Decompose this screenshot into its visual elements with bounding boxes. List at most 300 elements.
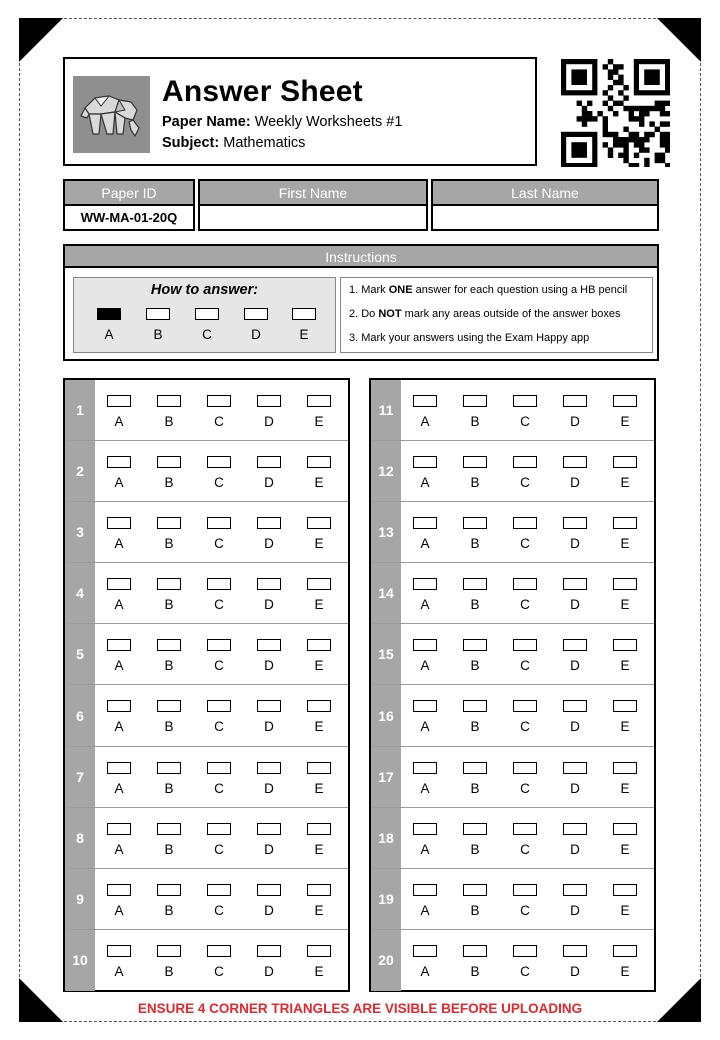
- page-title: Answer Sheet: [162, 75, 363, 108]
- answer-bubble[interactable]: [307, 945, 331, 957]
- question-number: 12: [371, 441, 401, 501]
- answer-option-label: B: [164, 536, 174, 552]
- answer-option-b: [157, 639, 181, 673]
- qr-code: [558, 57, 670, 167]
- answer-bubble[interactable]: [563, 945, 587, 957]
- answer-bubble[interactable]: [257, 639, 281, 651]
- answer-bubble[interactable]: [107, 762, 131, 774]
- answer-option-b: [463, 762, 487, 796]
- answer-option-label: B: [470, 963, 480, 979]
- answer-bubble[interactable]: [413, 578, 437, 590]
- answer-option-a: [107, 762, 131, 796]
- answer-bubble[interactable]: [513, 700, 537, 712]
- answer-bubble[interactable]: [463, 700, 487, 712]
- answer-option-e: [307, 700, 331, 734]
- answer-bubble[interactable]: [307, 884, 331, 896]
- answer-bubble[interactable]: [207, 456, 231, 468]
- answer-bubble[interactable]: [413, 456, 437, 468]
- answer-bubble[interactable]: [107, 517, 131, 529]
- question-row: [65, 685, 348, 746]
- answer-bubble[interactable]: [157, 945, 181, 957]
- question-number: 6: [65, 685, 95, 745]
- answer-option-label: D: [570, 658, 580, 674]
- answer-bubble[interactable]: [563, 578, 587, 590]
- answer-option-label: A: [420, 780, 430, 796]
- answer-option-c: [207, 578, 231, 612]
- answer-option-label: E: [620, 780, 630, 796]
- answer-option-label: B: [164, 597, 174, 613]
- answer-bubble[interactable]: [613, 517, 637, 529]
- answer-option-label: A: [114, 475, 124, 491]
- answer-option-label: C: [520, 780, 530, 796]
- question-row: [65, 380, 348, 441]
- answer-option-label: B: [164, 475, 174, 491]
- answer-bubble[interactable]: [207, 517, 231, 529]
- answer-bubble[interactable]: [513, 639, 537, 651]
- answer-bubble[interactable]: [513, 823, 537, 835]
- answer-option-c: [207, 639, 231, 673]
- answer-option-c: [207, 884, 231, 918]
- answer-bubble[interactable]: [613, 456, 637, 468]
- answer-bubble[interactable]: [257, 945, 281, 957]
- question-number: 7: [65, 747, 95, 807]
- answer-option-e: [307, 578, 331, 612]
- answer-bubble[interactable]: [257, 578, 281, 590]
- answer-option-d: [257, 395, 281, 429]
- answer-bubble[interactable]: [563, 639, 587, 651]
- answer-option-d: [563, 578, 587, 612]
- answer-option-label: C: [520, 719, 530, 735]
- answer-bubble[interactable]: [463, 762, 487, 774]
- answer-bubble[interactable]: [307, 700, 331, 712]
- answer-bubble[interactable]: [257, 762, 281, 774]
- answer-bubble[interactable]: [613, 823, 637, 835]
- question-number: 13: [371, 502, 401, 562]
- answer-bubble[interactable]: [207, 700, 231, 712]
- question-number: 1: [65, 380, 95, 440]
- answer-bubble[interactable]: [107, 884, 131, 896]
- question-row: [371, 685, 654, 746]
- answer-option-label: A: [114, 963, 124, 979]
- answer-option-e: [307, 456, 331, 490]
- answer-bubble[interactable]: [463, 578, 487, 590]
- instructions-panel: [63, 244, 659, 361]
- answer-option-b: [157, 700, 181, 734]
- answer-option-a: [413, 945, 437, 979]
- question-row: [371, 624, 654, 685]
- answer-bubble[interactable]: [563, 884, 587, 896]
- answer-bubble[interactable]: [207, 639, 231, 651]
- question-number: 18: [371, 808, 401, 868]
- answer-bubble[interactable]: [107, 578, 131, 590]
- answer-option-label: A: [420, 475, 430, 491]
- question-row: [371, 502, 654, 563]
- answer-option-label: D: [264, 963, 274, 979]
- answer-bubble[interactable]: [207, 823, 231, 835]
- answer-option-label: C: [214, 719, 224, 735]
- answer-option-b: [157, 456, 181, 490]
- question-number: 17: [371, 747, 401, 807]
- answer-bubble[interactable]: [307, 456, 331, 468]
- example-option-label: A: [104, 327, 114, 342]
- answer-option-b: [463, 395, 487, 429]
- answer-bubble[interactable]: [463, 823, 487, 835]
- answer-option-label: E: [314, 414, 324, 429]
- answer-bubble[interactable]: [307, 517, 331, 529]
- answer-bubble[interactable]: [463, 945, 487, 957]
- answer-bubble[interactable]: [157, 762, 181, 774]
- answer-option-label: C: [214, 841, 224, 857]
- answer-option-b: [157, 395, 181, 429]
- answer-option-b: [463, 884, 487, 918]
- answer-option-label: E: [314, 902, 324, 918]
- answer-option-label: B: [470, 841, 480, 857]
- answer-option-label: A: [114, 719, 124, 735]
- subject-label: Subject:: [162, 135, 220, 151]
- answer-bubble[interactable]: [157, 456, 181, 468]
- answer-bubble[interactable]: [157, 884, 181, 896]
- answer-option-label: C: [520, 536, 530, 552]
- question-row: [371, 747, 654, 808]
- answer-option-d: [257, 762, 281, 796]
- answer-bubble[interactable]: [107, 700, 131, 712]
- answer-option-label: D: [570, 719, 580, 735]
- answer-option-d: [563, 395, 587, 429]
- answer-option-c: [513, 823, 537, 857]
- question-row: [65, 563, 348, 624]
- answer-option-e: [613, 517, 637, 551]
- example-option-c: [195, 308, 219, 342]
- answer-option-a: [413, 823, 437, 857]
- answer-bubble[interactable]: [257, 884, 281, 896]
- question-row: [371, 563, 654, 624]
- answer-option-c: [513, 945, 537, 979]
- answer-option-label: C: [520, 658, 530, 674]
- answer-bubble[interactable]: [107, 639, 131, 651]
- answer-option-b: [157, 945, 181, 979]
- answer-bubble[interactable]: [513, 762, 537, 774]
- answer-option-label: A: [114, 536, 124, 552]
- question-number: 10: [65, 930, 95, 991]
- answer-bubble[interactable]: [257, 395, 281, 407]
- answer-option-label: A: [114, 841, 124, 857]
- answer-option-label: D: [570, 536, 580, 552]
- answer-bubble[interactable]: [307, 578, 331, 590]
- answer-option-d: [257, 884, 281, 918]
- answer-option-label: A: [114, 658, 124, 674]
- question-number: 3: [65, 502, 95, 562]
- answer-option-label: D: [570, 902, 580, 918]
- answer-option-a: [413, 578, 437, 612]
- answer-bubble[interactable]: [513, 578, 537, 590]
- answer-option-b: [463, 700, 487, 734]
- answer-option-label: D: [264, 780, 274, 796]
- example-option-label: E: [299, 327, 309, 342]
- paper-id-label: Paper ID: [65, 181, 193, 206]
- answer-option-label: C: [214, 780, 224, 796]
- paper-id-value: WW-MA-01-20Q: [80, 210, 178, 225]
- answer-bubble[interactable]: [257, 823, 281, 835]
- answer-option-label: B: [164, 780, 174, 796]
- answer-option-b: [463, 517, 487, 551]
- answer-bubble[interactable]: [513, 945, 537, 957]
- answer-option-d: [257, 578, 281, 612]
- rule-1: 1. Mark ONE answer for each question using a HB pencil: [349, 284, 628, 296]
- answer-option-c: [207, 395, 231, 429]
- answer-bubble[interactable]: [563, 700, 587, 712]
- question-number: 14: [371, 563, 401, 623]
- answer-bubble[interactable]: [463, 639, 487, 651]
- answer-bubble[interactable]: [157, 639, 181, 651]
- answer-option-e: [613, 945, 637, 979]
- answer-bubble[interactable]: [157, 823, 181, 835]
- answer-option-b: [157, 517, 181, 551]
- answer-option-b: [463, 639, 487, 673]
- last-name-label: Last Name: [433, 181, 657, 206]
- answer-option-label: E: [314, 536, 324, 552]
- answer-bubble[interactable]: [207, 945, 231, 957]
- answer-option-label: A: [114, 414, 124, 429]
- example-option-label: B: [153, 327, 163, 342]
- question-number: 5: [65, 624, 95, 684]
- answer-option-c: [513, 700, 537, 734]
- answer-bubble[interactable]: [513, 517, 537, 529]
- answer-bubble[interactable]: [157, 578, 181, 590]
- answer-option-e: [307, 762, 331, 796]
- answer-bubble[interactable]: [157, 395, 181, 407]
- answer-option-label: B: [164, 841, 174, 857]
- corner-warning: ENSURE 4 CORNER TRIANGLES ARE VISIBLE BEFORE UPLOADING: [137, 1001, 583, 1016]
- answer-option-label: C: [520, 414, 530, 429]
- answer-option-label: C: [214, 536, 224, 552]
- answer-option-a: [413, 762, 437, 796]
- answer-option-c: [513, 639, 537, 673]
- answer-bubble[interactable]: [107, 456, 131, 468]
- answer-option-label: E: [620, 902, 630, 918]
- subject-line: [162, 135, 305, 151]
- answer-bubble[interactable]: [463, 884, 487, 896]
- answer-bubble[interactable]: [413, 762, 437, 774]
- answer-option-label: E: [314, 963, 324, 979]
- answer-option-label: B: [470, 719, 480, 735]
- answer-option-label: C: [214, 658, 224, 674]
- answer-bubble[interactable]: [563, 823, 587, 835]
- first-name-label: First Name: [200, 181, 426, 206]
- answer-option-c: [207, 517, 231, 551]
- answer-option-label: E: [314, 841, 324, 857]
- answer-option-label: E: [620, 658, 630, 674]
- question-row: [65, 747, 348, 808]
- answer-bubble[interactable]: [613, 762, 637, 774]
- answer-option-label: B: [470, 658, 480, 674]
- answer-option-d: [563, 823, 587, 857]
- header-box: [63, 57, 537, 166]
- answer-bubble[interactable]: [307, 639, 331, 651]
- answer-bubble[interactable]: [257, 700, 281, 712]
- example-option-d: [244, 308, 268, 342]
- answer-bubble[interactable]: [563, 456, 587, 468]
- answer-bubble[interactable]: [307, 395, 331, 407]
- example-bubble: [146, 308, 170, 320]
- answer-bubble[interactable]: [613, 395, 637, 407]
- answer-bubble[interactable]: [257, 456, 281, 468]
- answer-bubble[interactable]: [463, 395, 487, 407]
- answer-bubble[interactable]: [107, 823, 131, 835]
- answer-bubble[interactable]: [157, 700, 181, 712]
- question-number: 9: [65, 869, 95, 929]
- answer-block-right: [369, 378, 656, 992]
- answer-option-a: [107, 945, 131, 979]
- answer-bubble[interactable]: [107, 945, 131, 957]
- question-row: [371, 930, 654, 991]
- answer-option-label: C: [214, 475, 224, 491]
- answer-bubble[interactable]: [413, 517, 437, 529]
- answer-bubble[interactable]: [563, 395, 587, 407]
- first-name-box: [198, 179, 428, 231]
- answer-option-label: E: [620, 414, 630, 429]
- answer-option-e: [307, 395, 331, 429]
- answer-bubble[interactable]: [463, 456, 487, 468]
- answer-bubble[interactable]: [613, 700, 637, 712]
- answer-option-label: B: [470, 536, 480, 552]
- example-bubble: [195, 308, 219, 320]
- answer-option-b: [463, 578, 487, 612]
- subject-value: Mathematics: [223, 135, 306, 151]
- answer-option-e: [307, 639, 331, 673]
- answer-option-e: [613, 700, 637, 734]
- answer-bubble[interactable]: [413, 884, 437, 896]
- answer-option-a: [107, 884, 131, 918]
- answer-option-d: [563, 517, 587, 551]
- answer-bubble[interactable]: [613, 884, 637, 896]
- answer-option-label: E: [620, 536, 630, 552]
- answer-option-label: B: [470, 780, 480, 796]
- answer-bubble[interactable]: [307, 762, 331, 774]
- answer-option-label: C: [214, 902, 224, 918]
- answer-option-label: A: [420, 902, 430, 918]
- answer-bubble[interactable]: [413, 395, 437, 407]
- answer-option-e: [613, 578, 637, 612]
- answer-bubble[interactable]: [563, 517, 587, 529]
- answer-bubble[interactable]: [207, 395, 231, 407]
- how-to-answer-example: [73, 277, 336, 353]
- answer-option-c: [513, 517, 537, 551]
- example-bubble: [97, 308, 121, 320]
- question-number: 20: [371, 930, 401, 991]
- answer-option-a: [107, 517, 131, 551]
- answer-block-left: [63, 378, 350, 992]
- answer-option-label: A: [420, 536, 430, 552]
- rule-3: 3. Mark your answers using the Exam Happy app: [349, 332, 590, 344]
- answer-bubble[interactable]: [463, 517, 487, 529]
- answer-option-label: D: [570, 597, 580, 613]
- answer-option-c: [513, 578, 537, 612]
- answer-bubble[interactable]: [207, 578, 231, 590]
- answer-option-c: [513, 395, 537, 429]
- last-name-field[interactable]: [433, 206, 657, 229]
- rule-2: 2. Do NOT mark any areas outside of the answer boxes: [349, 308, 621, 320]
- answer-bubble[interactable]: [207, 762, 231, 774]
- answer-bubble[interactable]: [207, 884, 231, 896]
- paper-id-box: [63, 179, 195, 231]
- answer-bubble[interactable]: [307, 823, 331, 835]
- answer-bubble[interactable]: [513, 395, 537, 407]
- answer-option-c: [207, 823, 231, 857]
- answer-bubble[interactable]: [613, 639, 637, 651]
- answer-bubble[interactable]: [513, 884, 537, 896]
- answer-option-d: [257, 945, 281, 979]
- question-row: [371, 380, 654, 441]
- first-name-field[interactable]: [200, 206, 426, 229]
- answer-bubble[interactable]: [107, 395, 131, 407]
- answer-option-label: A: [420, 597, 430, 613]
- example-option-a: [97, 308, 121, 342]
- answer-bubble[interactable]: [513, 456, 537, 468]
- answer-bubble[interactable]: [413, 700, 437, 712]
- corner-triangle-top-left: [19, 18, 63, 62]
- answer-option-d: [563, 700, 587, 734]
- answer-option-c: [513, 762, 537, 796]
- answer-bubble[interactable]: [413, 639, 437, 651]
- answer-option-label: D: [570, 475, 580, 491]
- answer-option-b: [463, 823, 487, 857]
- example-option-label: C: [202, 327, 212, 342]
- answer-option-label: B: [470, 902, 480, 918]
- answer-bubble[interactable]: [413, 823, 437, 835]
- answer-option-label: E: [620, 719, 630, 735]
- answer-bubble[interactable]: [257, 517, 281, 529]
- answer-option-label: B: [470, 475, 480, 491]
- answer-bubble[interactable]: [563, 762, 587, 774]
- answer-option-label: E: [314, 658, 324, 674]
- answer-option-label: E: [314, 475, 324, 491]
- answer-option-label: D: [264, 658, 274, 674]
- answer-option-label: B: [164, 414, 174, 429]
- answer-option-label: C: [520, 475, 530, 491]
- answer-option-e: [307, 945, 331, 979]
- answer-option-label: D: [264, 475, 274, 491]
- answer-option-e: [307, 884, 331, 918]
- answer-option-label: E: [620, 597, 630, 613]
- answer-option-d: [563, 456, 587, 490]
- answer-bubble[interactable]: [613, 945, 637, 957]
- answer-option-label: E: [314, 780, 324, 796]
- question-row: [65, 624, 348, 685]
- answer-option-label: E: [620, 475, 630, 491]
- answer-option-d: [257, 639, 281, 673]
- question-number: 16: [371, 685, 401, 745]
- answer-option-e: [613, 823, 637, 857]
- answer-option-label: C: [520, 902, 530, 918]
- question-row: [65, 930, 348, 991]
- answer-option-label: B: [470, 597, 480, 613]
- answer-bubble[interactable]: [613, 578, 637, 590]
- answer-option-e: [613, 639, 637, 673]
- answer-bubble[interactable]: [157, 517, 181, 529]
- question-number: 15: [371, 624, 401, 684]
- answer-option-label: D: [264, 597, 274, 613]
- answer-bubble[interactable]: [413, 945, 437, 957]
- answer-option-label: E: [620, 841, 630, 857]
- answer-option-label: C: [520, 963, 530, 979]
- answer-option-label: D: [570, 841, 580, 857]
- question-row: [65, 808, 348, 869]
- answer-option-c: [207, 945, 231, 979]
- example-option-label: D: [251, 327, 261, 342]
- question-number: 19: [371, 869, 401, 929]
- answer-option-e: [307, 517, 331, 551]
- answer-option-a: [107, 578, 131, 612]
